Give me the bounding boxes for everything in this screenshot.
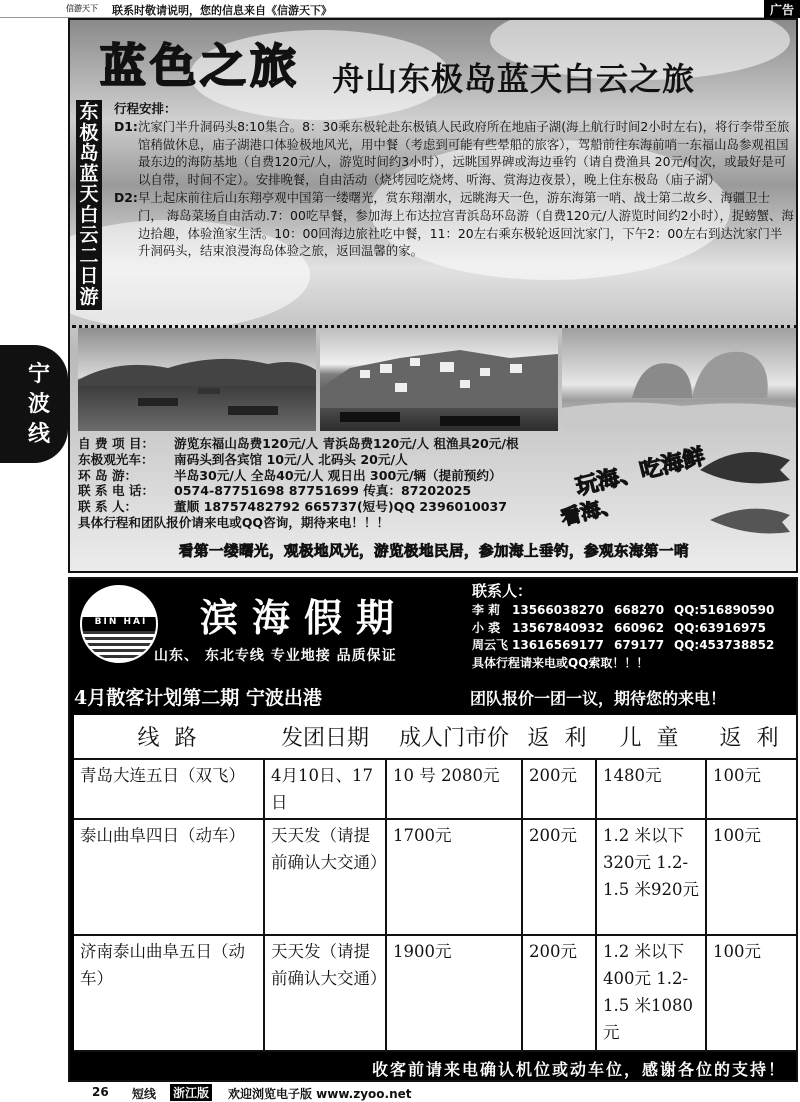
info-row: [78, 436, 608, 452]
contact-line: [472, 602, 774, 620]
table-header-row: [74, 715, 796, 759]
plan-tagline: 团队报价一团一议，期待您的来电！: [470, 689, 727, 708]
table-cell: 1900元: [386, 935, 522, 1051]
contact-phone: 13566038270: [512, 603, 604, 617]
info-value: 南码头到各宾馆 10元/人 北码头 20元/人: [174, 451, 408, 467]
east-pole-island-ad: [68, 18, 798, 573]
village-photo-art: [320, 328, 558, 431]
info-key: 联 系 电 话：: [78, 483, 155, 499]
slogan-eat-seafood: 玩海、吃海鲜: [573, 443, 708, 501]
info-value: 0574-87751698 87751699 传真：87202025: [174, 483, 472, 499]
harbor-photo-art: [78, 328, 316, 431]
ad-label: 广告: [764, 0, 800, 18]
info-key: 环 岛 游：: [78, 467, 138, 483]
contact-short: 660962: [614, 620, 665, 635]
page-footer: [0, 1084, 800, 1102]
info-tail: 具体行程和团队报价请来电或QQ咨询，期待来电！！！: [78, 514, 390, 530]
column-header: 发团日期: [264, 715, 386, 759]
highlight-strip: 看第一缕曙光，观极地风光，游览极地民居，参加海上垂钓，参观东海第一哨: [179, 543, 689, 560]
fee-info: [78, 436, 608, 531]
info-row: [78, 483, 608, 499]
contact-qq: QQ:63916975: [674, 620, 766, 635]
section-tab-label: 宁波线: [27, 361, 50, 447]
itinerary-day: [114, 189, 794, 260]
table-cell: 天天发（请提前确认大交通）: [264, 935, 386, 1051]
website-link[interactable]: 欢迎浏览电子版 www.zyoo.net: [228, 1087, 412, 1101]
contact-name: 李 莉: [472, 603, 501, 617]
table-row: [74, 819, 796, 935]
contact-line: [472, 620, 774, 638]
contact-block: [472, 581, 774, 672]
fish-illustration: [690, 440, 798, 540]
table-cell: 4月10日、17日: [264, 759, 386, 819]
table-cell: 100元: [706, 819, 796, 935]
day-text: 沈家门半升洞码头8:10集合。8：30乘东极轮赴东极镇人民政府所在地庙子湖(海上航行时间2小时左右)，将行李带至旅馆稍做休息，庙子湖港口体验极地风光，用中餐（考虑到可能有些晕船的旅客），驾船前往东海前哨一东福山岛参观祖国最东边的海防基地（自费120元/人，游览时间约3小时），远眺国界碑或海边垂钓（请自费渔具 20元/付次，或最好是可以自带，时间不定）。安排晚餐，自由活动（烧烤园吃烧烤、听海、赏海边夜景），晚上住东极岛（庙子湖）: [138, 118, 790, 188]
binhai-holiday-ad: [68, 577, 798, 1082]
table-cell: 1.2 米以下320元 1.2-1.5 米920元: [596, 819, 706, 935]
price-table: [74, 715, 796, 1052]
contact-short: 668270: [614, 603, 665, 617]
contact-note: 具体行程请来电或QQ索取！！！: [472, 655, 649, 670]
harbor-photo: [78, 328, 316, 431]
table-row: [74, 935, 796, 1051]
info-key: 东极观光车：: [78, 451, 154, 467]
column-header: 成人门市价: [386, 715, 522, 759]
info-value: 游览东福山岛费120元/人 青浜岛费120元/人 租渔具20元/根: [174, 436, 519, 451]
table-cell: 济南泰山曲阜五日（动车）: [74, 935, 264, 1051]
section-tab: [0, 345, 68, 463]
table-cell: 200元: [522, 935, 596, 1051]
contact-name: 周云飞: [472, 638, 509, 652]
info-row: [78, 468, 608, 484]
slogan-see-sea: 看海、: [558, 492, 623, 530]
vertical-title: 东极岛蓝天白云二日游: [76, 100, 102, 310]
page-number: 26: [92, 1085, 109, 1099]
contact-phone: 13567840932: [512, 620, 604, 635]
edition-badge: 浙江版: [170, 1084, 212, 1101]
booking-footnote: 收客前请来电确认机位或动车位，感谢各位的支持！: [371, 1060, 786, 1079]
table-cell: 青岛大连五日（双飞）: [74, 759, 264, 819]
column-header: 儿 童: [596, 715, 706, 759]
binhai-logo: [80, 585, 158, 663]
info-key: 联 系 人：: [78, 499, 138, 515]
itinerary-header: 行程安排：: [114, 101, 177, 116]
ad-headline: 舟山东极岛蓝天白云之旅: [332, 60, 696, 98]
contact-phone: 13616569177: [512, 638, 604, 652]
rock-photo-art: [562, 328, 798, 431]
column-header: 返 利: [706, 715, 796, 759]
info-key: 自 费 项 目：: [78, 436, 155, 451]
contact-qq: QQ:453738852: [674, 638, 775, 652]
price-table-wrap: [74, 715, 796, 1051]
brand-logo: 蓝色之旅: [100, 39, 300, 93]
itinerary: [114, 100, 794, 260]
column-header: 线 路: [74, 715, 264, 759]
rock-photo: [562, 328, 798, 431]
day-label: D1:: [114, 118, 138, 134]
contact-qq: QQ:516890590: [674, 603, 775, 617]
table-cell: 10 号 2080元: [386, 759, 522, 819]
company-name: 滨海假期: [200, 595, 409, 640]
company-subtitle: 山东、 东北专线 专业地接 品质保证: [154, 648, 397, 664]
publication-logo: 信游天下: [66, 4, 98, 13]
table-cell: 100元: [706, 935, 796, 1051]
day-text: 早上起床前往后山东翔亭观中国第一缕曙光，赏东翔潮水，远眺海天一色，游东海第一哨、战士第二故乡、海疆卫士门， 海岛菜场自由活动.7：00吃早餐，参加海上布达拉宫青浜岛环岛游（自费120元/人游览时间约2小时），捉螃蟹、海边拾趣，体验渔家生活。10：00回海边旅社吃中餐，11：20左右乘东极轮返回沈家门，下午2：00左右到达沈家门半升洞码头，结束浪漫海岛体验之旅，返回温馨的家。: [138, 189, 794, 259]
table-cell: 泰山曲阜四日（动车）: [74, 819, 264, 935]
contact-header: 联系人：: [472, 582, 533, 600]
info-value: 半岛30元/人 全岛40元/人 观日出 300元/辆（提前预约）: [174, 467, 502, 483]
source-note: 联系时敬请说明，您的信息来自《信游天下》: [112, 4, 332, 17]
table-row: [74, 759, 796, 819]
table-cell: 1.2 米以下400元 1.2-1.5 米1080元: [596, 935, 706, 1051]
top-bar: [0, 0, 800, 18]
info-row: [78, 452, 608, 468]
contact-name: 小 裘: [472, 620, 501, 635]
table-cell: 天天发（请提前确认大交通）: [264, 819, 386, 935]
info-row: [78, 499, 608, 515]
table-cell: 200元: [522, 819, 596, 935]
photo-strip: [78, 328, 798, 431]
section-name: 短线: [132, 1087, 157, 1101]
table-cell: 100元: [706, 759, 796, 819]
itinerary-day: [114, 118, 794, 189]
table-cell: 1700元: [386, 819, 522, 935]
contact-short: 679177: [614, 638, 665, 652]
village-photo: [320, 328, 558, 431]
plan-title: 4月散客计划第二期 宁波出港: [74, 687, 322, 709]
column-header: 返 利: [522, 715, 596, 759]
table-cell: 1480元: [596, 759, 706, 819]
day-label: D2:: [114, 189, 138, 205]
contact-line: [472, 637, 774, 655]
table-cell: 200元: [522, 759, 596, 819]
binhai-logo-band: BIN HAI: [82, 617, 158, 631]
info-value: 董顺 18757482792 665737(短号)QQ 2396010037: [174, 499, 508, 515]
